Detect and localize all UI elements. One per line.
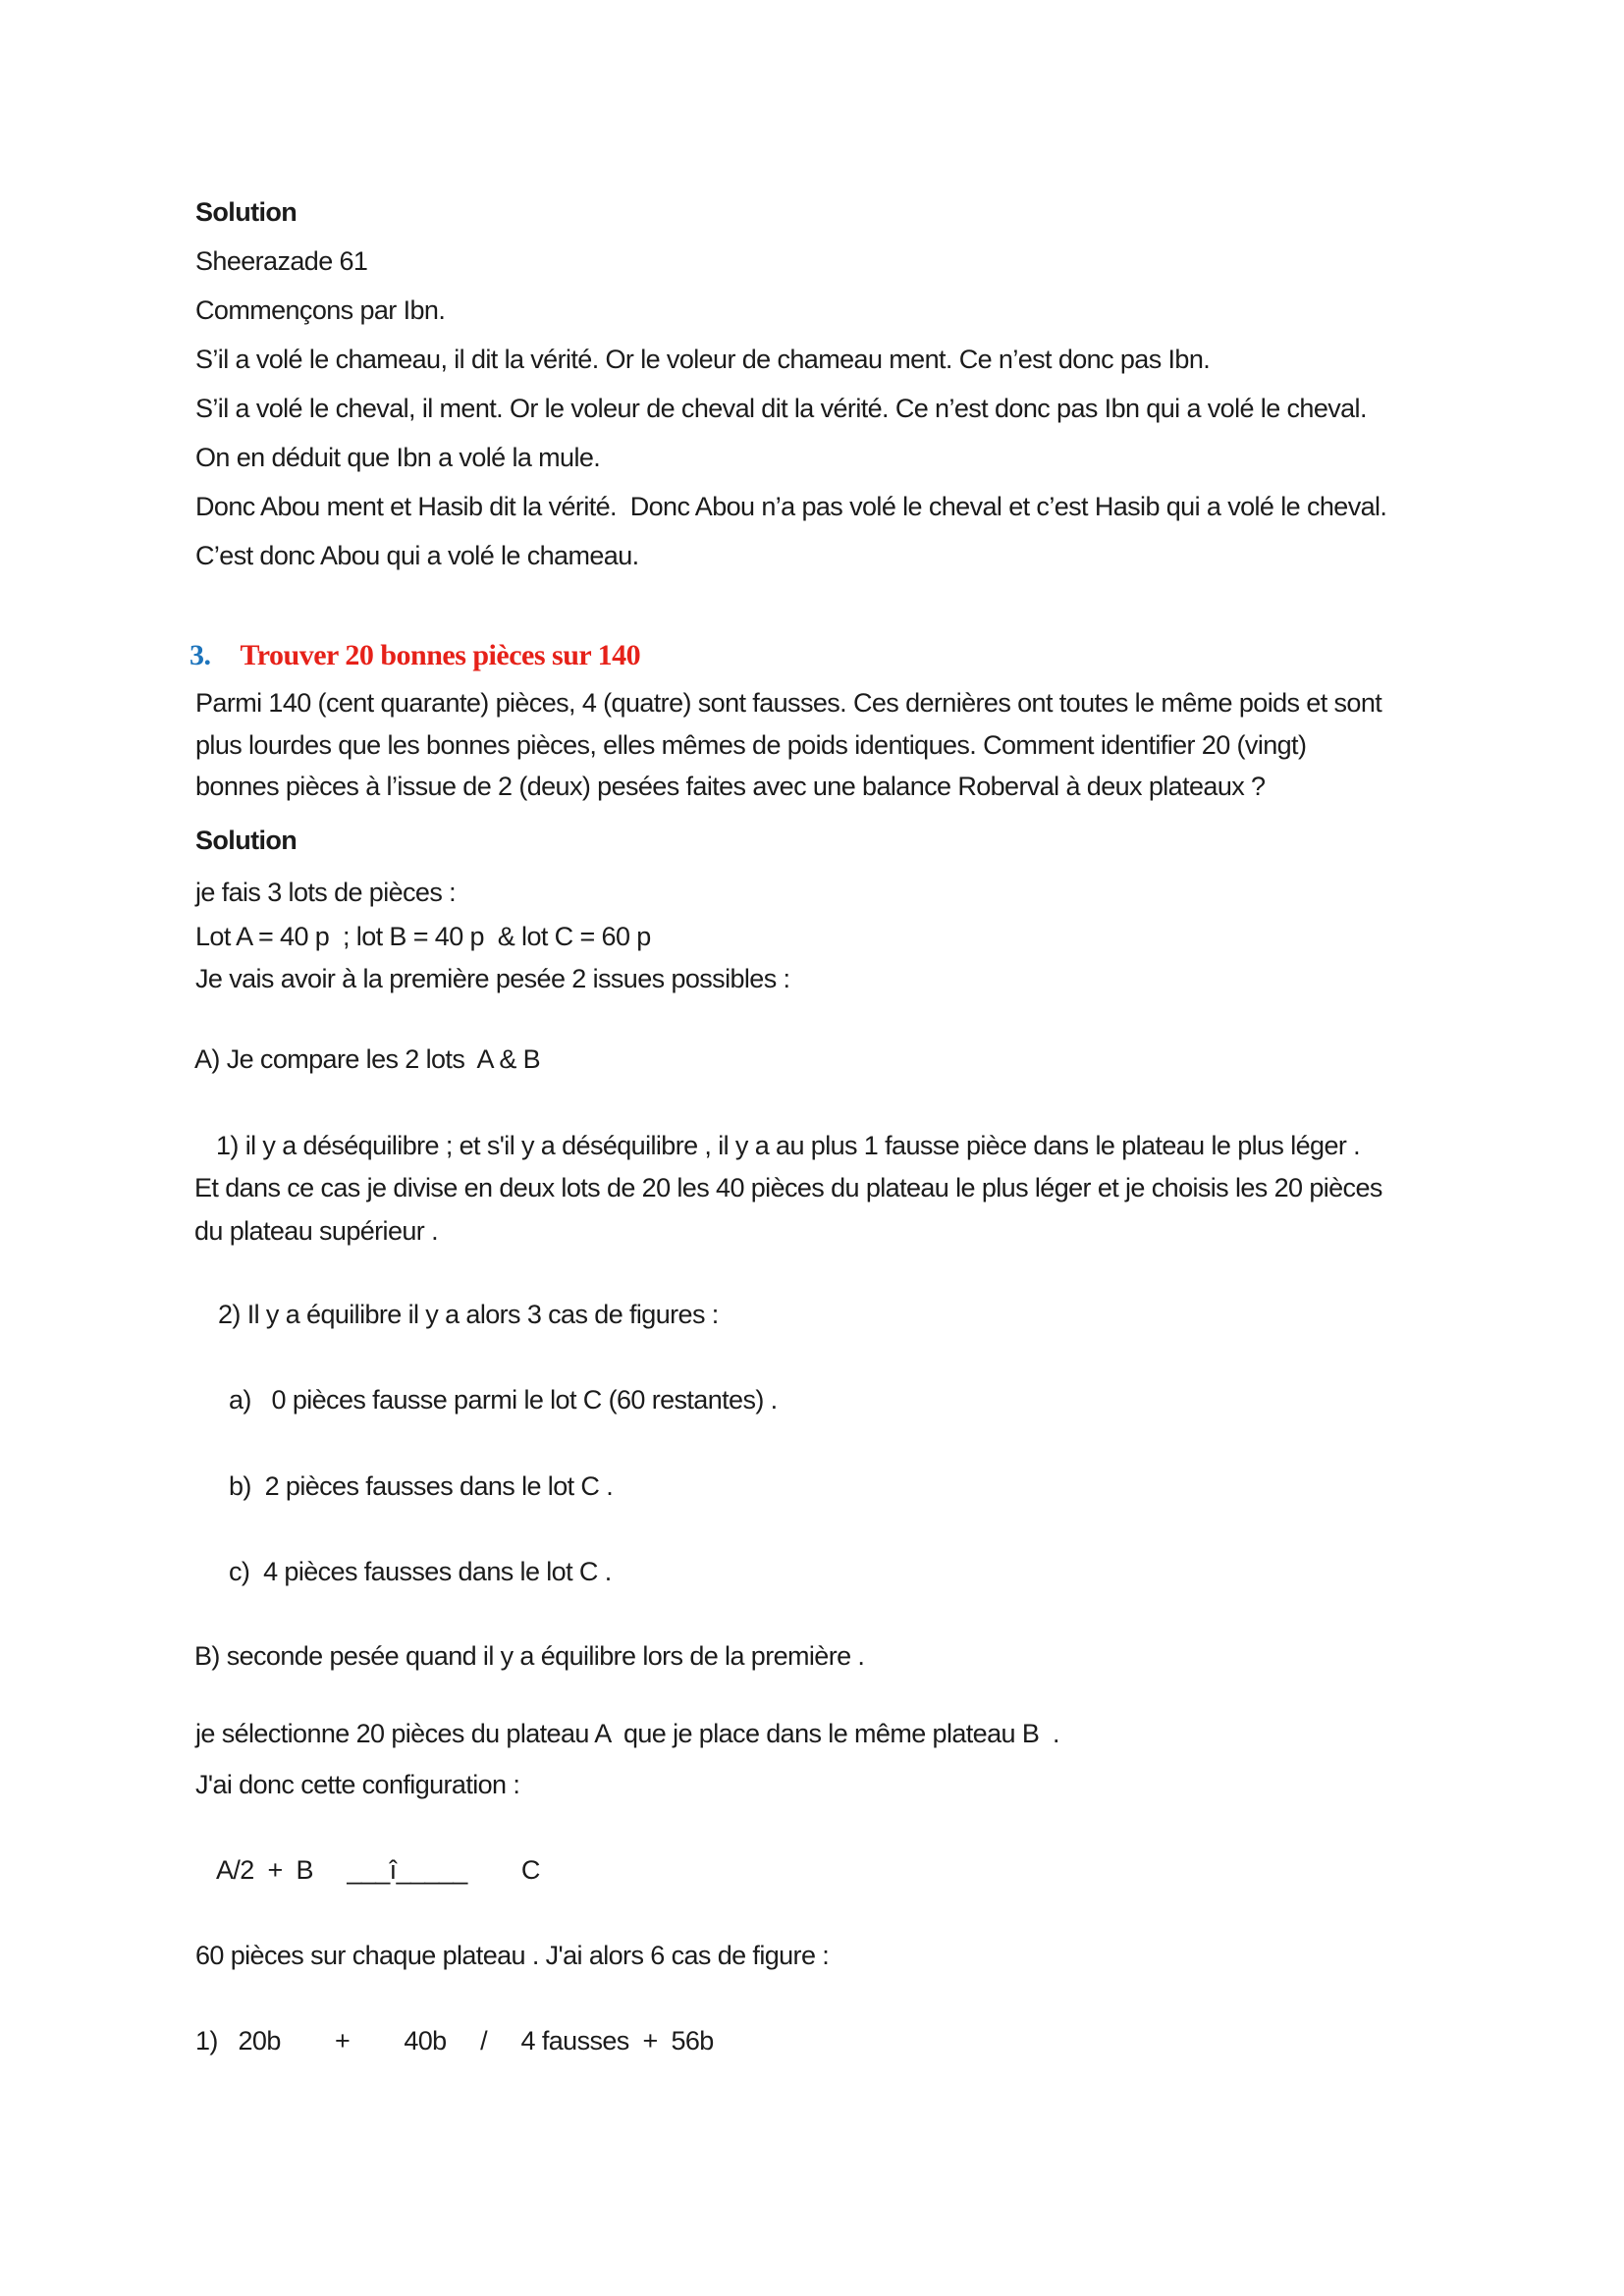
text-line: Lot A = 40 p ; lot B = 40 p & lot C = 60 p xyxy=(195,922,651,951)
text-line: plus lourdes que les bonnes pièces, elles mêmes de poids identiques. Comment identifier 20 (vingt) xyxy=(195,730,1307,760)
section-title: Trouver 20 bonnes pièces sur 140 xyxy=(240,639,641,671)
text-line: du plateau supérieur . xyxy=(194,1216,438,1246)
text-line: C’est donc Abou qui a volé le chameau. xyxy=(195,541,639,570)
text-line: S’il a volé le chameau, il dit la vérité. Or le voleur de chameau ment. Ce n’est donc pas Ibn. xyxy=(195,345,1211,374)
text-line: 1) il y a déséquilibre ; et s'il y a déséquilibre , il y a au plus 1 fausse pièce dans le plateau le plus léger . xyxy=(216,1131,1361,1160)
text-line: Commençons par Ibn. xyxy=(195,295,446,325)
text-line: Sheerazade 61 xyxy=(195,246,368,276)
list-item-c: c) 4 pièces fausses dans le lot C . xyxy=(229,1557,612,1586)
text-line: Et dans ce cas je divise en deux lots de 20 les 40 pièces du plateau le plus léger et je choisis les 20 pièces xyxy=(194,1173,1382,1202)
list-item-a: a) 0 pièces fausse parmi le lot C (60 restantes) . xyxy=(229,1385,778,1415)
text-line: 60 pièces sur chaque plateau . J'ai alors 6 cas de figure : xyxy=(195,1941,830,1970)
list-item-b: b) 2 pièces fausses dans le lot C . xyxy=(229,1471,614,1501)
text-line: je sélectionne 20 pièces du plateau A que je place dans le même plateau B . xyxy=(195,1719,1059,1748)
text-line: Parmi 140 (cent quarante) pièces, 4 (quatre) sont fausses. Ces dernières ont toutes le même poids et sont xyxy=(195,688,1382,718)
text-line: A) Je compare les 2 lots A & B xyxy=(194,1044,541,1074)
text-line: J'ai donc cette configuration : xyxy=(195,1770,520,1799)
section-heading xyxy=(189,639,640,672)
text-line: S’il a volé le cheval, il ment. Or le voleur de cheval dit la vérité. Ce n’est donc pas Ibn qui a volé le cheval. xyxy=(195,394,1367,423)
text-line: 2) Il y a équilibre il y a alors 3 cas de figures : xyxy=(218,1300,719,1329)
text-line: On en déduit que Ibn a volé la mule. xyxy=(195,443,601,472)
text-line: B) seconde pesée quand il y a équilibre lors de la première . xyxy=(194,1641,865,1671)
text-line: Donc Abou ment et Hasib dit la vérité. Donc Abou n’a pas volé le cheval et c’est Hasib qui a volé le cheval. xyxy=(195,492,1387,521)
text-line: je fais 3 lots de pièces : xyxy=(195,878,457,907)
solution-label: Solution xyxy=(195,197,298,227)
case-line: 1) 20b + 40b / 4 fausses + 56b xyxy=(195,2026,714,2056)
solution-label: Solution xyxy=(195,826,298,855)
text-line: bonnes pièces à l’issue de 2 (deux) pesées faites avec une balance Roberval à deux plateaux ? xyxy=(195,772,1266,801)
section-number: 3. xyxy=(189,639,211,671)
text-line: Je vais avoir à la première pesée 2 issues possibles : xyxy=(195,964,790,993)
configuration-line: A/2 + B ___î_____ C xyxy=(216,1855,540,1885)
